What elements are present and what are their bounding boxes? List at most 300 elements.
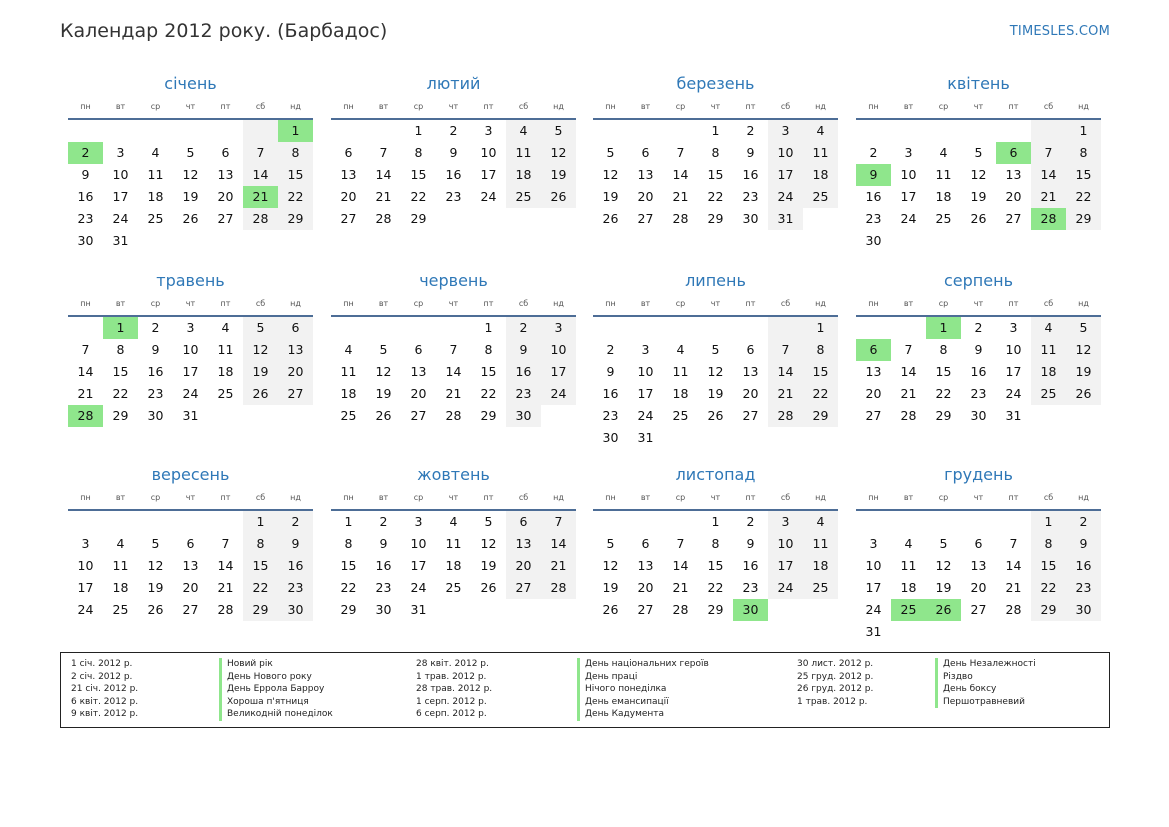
day-cell: 10 <box>410 536 427 551</box>
day-cell: 18 <box>1031 361 1066 383</box>
day-cell: 16 <box>77 189 94 204</box>
empty-day-cell <box>926 621 961 643</box>
empty-day-cell <box>663 427 698 449</box>
holiday-name: Першотравневий <box>943 696 1025 707</box>
day-cell: 24 <box>410 580 427 595</box>
day-cell: 8 <box>711 145 720 160</box>
day-cell: 13 <box>340 167 357 182</box>
day-cell: 5 <box>974 145 983 160</box>
day-cell: 24 <box>480 189 497 204</box>
empty-day-cell <box>173 230 208 252</box>
weekday-label: пт <box>483 492 494 502</box>
weekday-header <box>593 293 838 313</box>
month-name: квітень <box>947 74 1010 93</box>
holiday-date: 28 трав. 2012 р. <box>416 684 493 695</box>
empty-day-cell <box>366 120 401 142</box>
day-cell: 27 <box>970 602 987 617</box>
weekday-header <box>593 96 838 116</box>
day-grid <box>593 317 838 449</box>
day-cell: 10 <box>768 142 803 164</box>
day-cell: 11 <box>803 533 838 555</box>
empty-day-cell <box>208 120 243 142</box>
day-cell: 9 <box>606 364 615 379</box>
day-cell: 8 <box>711 536 720 551</box>
weekday-label: вт <box>378 492 389 502</box>
day-cell: 5 <box>186 145 195 160</box>
month-name: серпень <box>944 271 1013 290</box>
day-cell: 16 <box>970 364 987 379</box>
day-cell: 6 <box>641 536 650 551</box>
day-cell: 2 <box>746 514 755 529</box>
day-cell: 12 <box>602 167 619 182</box>
empty-day-cell <box>243 120 278 142</box>
day-cell: 28 <box>243 208 278 230</box>
weekday-label: чт <box>185 101 196 111</box>
weekday-label: пн <box>868 101 879 111</box>
day-cell: 27 <box>278 383 313 405</box>
weekday-label: вт <box>115 298 126 308</box>
weekday-label: пт <box>745 298 756 308</box>
empty-day-cell <box>173 511 208 533</box>
day-cell: 22 <box>803 383 838 405</box>
empty-day-cell <box>996 511 1031 533</box>
day-cell: 30 <box>278 599 313 621</box>
weekday-label: ср <box>413 492 424 502</box>
weekday-label: ср <box>675 298 686 308</box>
day-cell: 28 <box>768 405 803 427</box>
day-cell: 14 <box>217 558 234 573</box>
holiday-date: 28 квіт. 2012 р. <box>416 659 489 669</box>
day-cell: 11 <box>506 142 541 164</box>
month-4 <box>856 72 1101 252</box>
day-cell: 19 <box>602 580 619 595</box>
day-cell: 29 <box>707 602 724 617</box>
weekday-header <box>593 487 838 507</box>
day-cell: 17 <box>1005 364 1022 379</box>
day-cell: 16 <box>278 555 313 577</box>
day-cell: 15 <box>410 167 427 182</box>
month-8 <box>856 269 1101 427</box>
empty-day-cell <box>366 317 401 339</box>
month-name: березень <box>676 74 755 93</box>
holiday-day-cell: 6 <box>996 142 1031 164</box>
weekday-label: ср <box>938 298 949 308</box>
day-cell: 20 <box>970 580 987 595</box>
day-cell: 8 <box>243 533 278 555</box>
empty-day-cell <box>768 427 803 449</box>
day-cell: 6 <box>506 511 541 533</box>
day-cell: 30 <box>506 405 541 427</box>
day-cell: 4 <box>803 120 838 142</box>
day-cell: 18 <box>340 386 357 401</box>
day-cell: 13 <box>217 167 234 182</box>
day-cell: 14 <box>445 364 462 379</box>
day-cell: 14 <box>77 364 94 379</box>
day-cell: 27 <box>506 577 541 599</box>
day-cell: 17 <box>768 164 803 186</box>
day-cell: 12 <box>970 167 987 182</box>
day-cell: 22 <box>707 189 724 204</box>
day-cell: 25 <box>340 408 357 423</box>
day-cell: 15 <box>480 364 497 379</box>
day-cell: 13 <box>506 533 541 555</box>
empty-day-cell <box>593 511 628 533</box>
weekday-header <box>68 96 313 116</box>
day-cell: 9 <box>974 342 983 357</box>
weekday-label: ср <box>938 101 949 111</box>
day-cell: 5 <box>939 536 948 551</box>
day-cell: 3 <box>869 536 878 551</box>
day-cell: 16 <box>602 386 619 401</box>
day-cell: 24 <box>768 577 803 599</box>
day-cell: 6 <box>746 342 755 357</box>
day-cell: 23 <box>375 580 392 595</box>
day-cell: 21 <box>375 189 392 204</box>
day-cell: 5 <box>379 342 388 357</box>
day-cell: 13 <box>637 558 654 573</box>
empty-day-cell <box>541 208 576 230</box>
holiday-date-column <box>797 658 873 708</box>
day-cell: 12 <box>707 364 724 379</box>
day-cell: 11 <box>340 364 357 379</box>
day-cell: 19 <box>480 558 497 573</box>
day-cell: 1 <box>344 514 353 529</box>
day-cell: 7 <box>676 145 685 160</box>
day-cell: 6 <box>641 145 650 160</box>
day-cell: 28 <box>445 408 462 423</box>
day-cell: 8 <box>803 339 838 361</box>
day-cell: 17 <box>637 386 654 401</box>
day-cell: 5 <box>1066 317 1101 339</box>
day-cell: 8 <box>278 142 313 164</box>
day-cell: 27 <box>742 408 759 423</box>
day-cell: 12 <box>243 339 278 361</box>
empty-day-cell <box>733 317 768 339</box>
weekday-label: пн <box>605 101 616 111</box>
day-cell: 17 <box>480 167 497 182</box>
day-cell: 29 <box>803 405 838 427</box>
day-cell: 21 <box>217 580 234 595</box>
day-grid <box>68 120 313 252</box>
empty-day-cell <box>331 120 366 142</box>
day-cell: 10 <box>1005 342 1022 357</box>
day-cell: 22 <box>112 386 129 401</box>
holiday-day-cell: 1 <box>926 317 961 339</box>
day-cell: 11 <box>217 342 234 357</box>
day-cell: 15 <box>707 167 724 182</box>
holiday-day-cell: 9 <box>856 164 891 186</box>
brand-link[interactable]: TIMESLES.COM <box>1009 24 1110 39</box>
day-cell: 30 <box>742 211 759 226</box>
weekday-label: пн <box>868 492 879 502</box>
day-cell: 25 <box>506 186 541 208</box>
day-cell: 29 <box>410 211 427 226</box>
day-cell: 18 <box>445 558 462 573</box>
weekday-label: пт <box>1008 492 1019 502</box>
day-cell: 15 <box>1031 555 1066 577</box>
day-cell: 29 <box>278 208 313 230</box>
day-cell: 14 <box>672 167 689 182</box>
day-cell: 10 <box>77 558 94 573</box>
day-cell: 16 <box>147 364 164 379</box>
day-cell: 18 <box>803 555 838 577</box>
day-cell: 7 <box>541 511 576 533</box>
month-name: жовтень <box>417 465 490 484</box>
holiday-name: Хороша п'ятниця <box>227 696 309 707</box>
empty-day-cell <box>243 230 278 252</box>
holiday-date-column <box>416 658 492 721</box>
day-cell: 12 <box>1066 339 1101 361</box>
day-cell: 11 <box>900 558 917 573</box>
day-cell: 4 <box>803 511 838 533</box>
empty-day-cell <box>856 120 891 142</box>
day-cell: 13 <box>970 558 987 573</box>
weekday-label: вт <box>378 101 389 111</box>
weekday-label: нд <box>1078 298 1089 308</box>
weekday-label: пн <box>343 492 354 502</box>
empty-day-cell <box>891 621 926 643</box>
day-cell: 27 <box>340 211 357 226</box>
day-cell: 10 <box>768 533 803 555</box>
empty-day-cell <box>506 599 541 621</box>
day-cell: 7 <box>379 145 388 160</box>
day-cell: 26 <box>480 580 497 595</box>
day-cell: 4 <box>506 120 541 142</box>
day-cell: 18 <box>935 189 952 204</box>
day-cell: 4 <box>151 145 160 160</box>
day-cell: 4 <box>449 514 458 529</box>
empty-day-cell <box>401 317 436 339</box>
holiday-name: День боксу <box>943 684 997 695</box>
day-cell: 2 <box>606 342 615 357</box>
empty-day-cell <box>208 230 243 252</box>
day-cell: 1 <box>711 123 720 138</box>
day-cell: 19 <box>147 580 164 595</box>
day-cell: 14 <box>1031 164 1066 186</box>
empty-day-cell <box>208 511 243 533</box>
day-grid <box>68 511 313 621</box>
day-cell: 6 <box>186 536 195 551</box>
day-cell: 2 <box>974 320 983 335</box>
holiday-date: 30 лист. 2012 р. <box>797 659 874 669</box>
day-cell: 12 <box>147 558 164 573</box>
day-cell: 20 <box>865 386 882 401</box>
day-cell: 1 <box>711 514 720 529</box>
day-cell: 8 <box>939 342 948 357</box>
day-grid <box>593 120 838 230</box>
holiday-date: 1 серп. 2012 р. <box>416 696 487 707</box>
weekday-label: нд <box>553 101 564 111</box>
day-cell: 14 <box>541 533 576 555</box>
empty-day-cell <box>663 317 698 339</box>
empty-day-cell <box>768 317 803 339</box>
day-cell: 25 <box>672 408 689 423</box>
day-cell: 15 <box>340 558 357 573</box>
day-cell: 15 <box>707 558 724 573</box>
day-cell: 11 <box>445 536 462 551</box>
weekday-label: ср <box>413 101 424 111</box>
holiday-date: 21 січ. 2012 р. <box>71 684 139 695</box>
holiday-name: День Кадумента <box>585 709 665 720</box>
day-cell: 19 <box>707 386 724 401</box>
day-cell: 21 <box>77 386 94 401</box>
holiday-day-cell: 2 <box>68 142 103 164</box>
day-cell: 15 <box>278 164 313 186</box>
day-cell: 28 <box>217 602 234 617</box>
weekday-label: ср <box>150 298 161 308</box>
day-cell: 25 <box>803 186 838 208</box>
day-cell: 9 <box>151 342 160 357</box>
day-cell: 2 <box>449 123 458 138</box>
day-cell: 21 <box>1031 186 1066 208</box>
weekday-header <box>331 293 576 313</box>
day-cell: 27 <box>217 211 234 226</box>
weekday-label: пн <box>80 298 91 308</box>
empty-day-cell <box>628 511 663 533</box>
day-cell: 23 <box>445 189 462 204</box>
day-cell: 27 <box>637 602 654 617</box>
empty-day-cell <box>278 405 313 427</box>
day-cell: 26 <box>375 408 392 423</box>
weekday-label: нд <box>290 101 301 111</box>
day-cell: 3 <box>484 123 493 138</box>
weekday-label: пн <box>343 298 354 308</box>
day-cell: 16 <box>865 189 882 204</box>
holiday-date: 2 січ. 2012 р. <box>71 671 133 682</box>
weekday-label: чт <box>973 492 984 502</box>
day-cell: 25 <box>112 602 129 617</box>
holiday-date: 25 груд. 2012 р. <box>797 671 874 682</box>
weekday-label: пт <box>1008 101 1019 111</box>
empty-day-cell <box>996 120 1031 142</box>
day-cell: 14 <box>768 361 803 383</box>
holiday-name-column <box>935 658 1036 708</box>
weekday-label: вт <box>903 101 914 111</box>
weekday-header <box>856 96 1101 116</box>
day-cell: 9 <box>506 339 541 361</box>
day-cell: 27 <box>182 602 199 617</box>
day-cell: 8 <box>116 342 125 357</box>
weekday-label: пт <box>745 492 756 502</box>
day-cell: 6 <box>344 145 353 160</box>
day-cell: 30 <box>77 233 94 248</box>
day-cell: 9 <box>449 145 458 160</box>
day-cell: 12 <box>602 558 619 573</box>
day-cell: 12 <box>541 142 576 164</box>
day-cell: 21 <box>672 189 689 204</box>
day-cell: 22 <box>278 186 313 208</box>
day-cell: 21 <box>768 383 803 405</box>
holiday-name: Нічого понеділка <box>585 684 667 695</box>
weekday-header <box>68 487 313 507</box>
month-10 <box>331 463 576 621</box>
day-cell: 1 <box>803 317 838 339</box>
day-cell: 26 <box>182 211 199 226</box>
empty-day-cell <box>1066 405 1101 427</box>
day-grid <box>68 317 313 427</box>
weekday-label: сб <box>780 101 791 111</box>
day-cell: 10 <box>480 145 497 160</box>
day-cell: 10 <box>900 167 917 182</box>
day-cell: 23 <box>970 386 987 401</box>
day-cell: 8 <box>1066 142 1101 164</box>
empty-day-cell <box>331 317 366 339</box>
empty-day-cell <box>803 208 838 230</box>
day-cell: 9 <box>278 533 313 555</box>
day-cell: 25 <box>935 211 952 226</box>
empty-day-cell <box>856 511 891 533</box>
day-cell: 27 <box>410 408 427 423</box>
day-cell: 14 <box>672 558 689 573</box>
month-name: вересень <box>151 465 230 484</box>
day-cell: 7 <box>449 342 458 357</box>
day-cell: 18 <box>147 189 164 204</box>
month-12 <box>856 463 1101 643</box>
day-cell: 20 <box>340 189 357 204</box>
day-cell: 1 <box>484 320 493 335</box>
day-cell: 10 <box>541 339 576 361</box>
weekday-label: нд <box>290 298 301 308</box>
day-cell: 24 <box>900 211 917 226</box>
holiday-name: Новий рік <box>227 659 273 669</box>
day-cell: 17 <box>865 580 882 595</box>
weekday-label: вт <box>640 101 651 111</box>
empty-day-cell <box>961 621 996 643</box>
month-name: травень <box>156 271 225 290</box>
day-cell: 22 <box>243 577 278 599</box>
day-cell: 7 <box>676 536 685 551</box>
day-cell: 26 <box>1066 383 1101 405</box>
month-name: грудень <box>944 465 1013 484</box>
day-cell: 9 <box>1066 533 1101 555</box>
day-cell: 16 <box>445 167 462 182</box>
day-cell: 4 <box>221 320 230 335</box>
day-cell: 20 <box>182 580 199 595</box>
empty-day-cell <box>926 230 961 252</box>
day-cell: 24 <box>182 386 199 401</box>
empty-day-cell <box>698 427 733 449</box>
weekday-label: нд <box>815 492 826 502</box>
weekday-label: сб <box>1043 101 1054 111</box>
day-cell: 23 <box>147 386 164 401</box>
empty-day-cell <box>138 230 173 252</box>
day-cell: 20 <box>742 386 759 401</box>
day-cell: 5 <box>711 342 720 357</box>
weekday-label: сб <box>780 298 791 308</box>
weekday-label: вт <box>903 492 914 502</box>
day-cell: 18 <box>112 580 129 595</box>
weekday-header <box>856 293 1101 313</box>
day-cell: 5 <box>606 536 615 551</box>
day-cell: 4 <box>1031 317 1066 339</box>
day-grid <box>331 120 576 230</box>
empty-day-cell <box>506 208 541 230</box>
day-cell: 23 <box>602 408 619 423</box>
day-cell: 11 <box>935 167 952 182</box>
month-6 <box>331 269 576 427</box>
day-cell: 3 <box>541 317 576 339</box>
day-cell: 3 <box>186 320 195 335</box>
weekday-label: ср <box>150 101 161 111</box>
day-cell: 19 <box>375 386 392 401</box>
day-cell: 14 <box>375 167 392 182</box>
day-cell: 7 <box>1009 536 1018 551</box>
day-cell: 2 <box>746 123 755 138</box>
weekday-header <box>331 96 576 116</box>
day-cell: 23 <box>77 211 94 226</box>
holiday-day-cell: 1 <box>103 317 138 339</box>
holiday-name: Різдво <box>943 671 973 682</box>
